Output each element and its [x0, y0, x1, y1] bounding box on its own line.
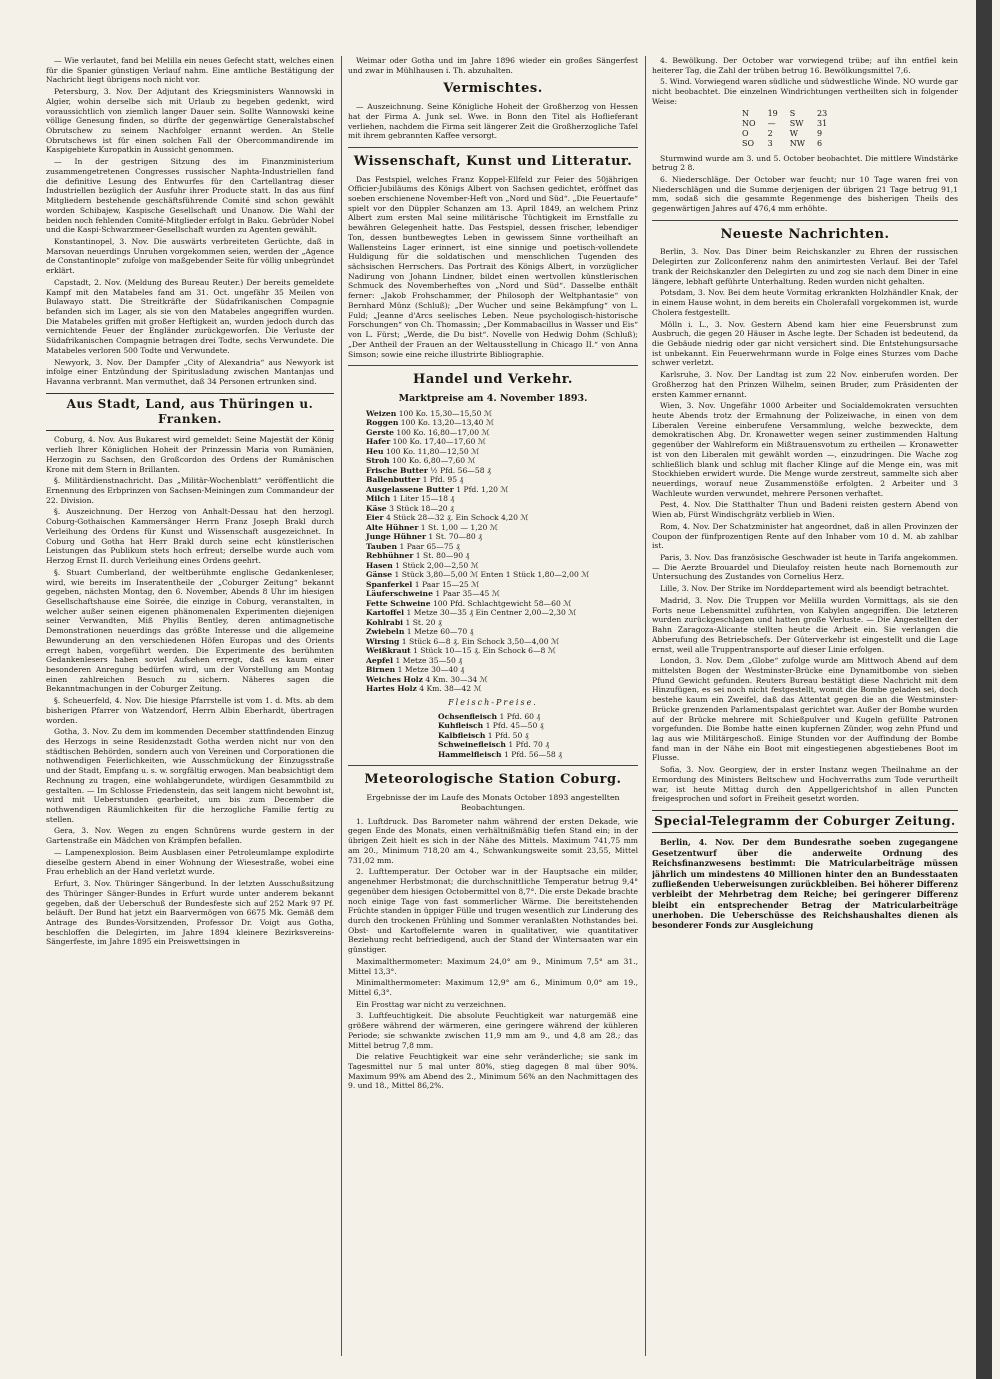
- price-value: 1 St. 20 ₰: [405, 617, 442, 627]
- price-item: Spanferkel: [366, 579, 413, 589]
- price-row: [366, 599, 638, 608]
- price-item: Ausgelassene Butter: [366, 484, 454, 494]
- section-heading: Meteorologische Station Coburg.: [364, 772, 622, 788]
- price-item: Kuhfleisch: [438, 721, 484, 731]
- price-row: [366, 675, 638, 684]
- price-value: 1 St. 1,00 — 1,20 ℳ: [420, 522, 498, 532]
- article: 1. Luftdruck. Das Barometer nahm während der ersten Dekade, wie gegen Ende des Monats, einen verhältnißmäßig tiefen Stand ein; in der übrigen Zeit hielt es sich in der Nähe des Mittels. Maximum 741,75 mm am 20., Minimum 718,20 am 4., Schwankungsweite somit 23,55, Mittel 731,02 mm.: [348, 816, 638, 865]
- price-row: [366, 504, 638, 513]
- price-value: 1 Pfd. 70 ₰: [508, 740, 550, 750]
- article: — Auszeichnung. Seine Königliche Hoheit der Großherzog von Hessen hat der Firma A. Junk sel. Wwe. in Bonn den Titel als Hoflieferant verliehen, nachdem die Firma seit längerer Zeit die Großherzogliche Tafel mit ihrem gebrannten Kaffee versorgt.: [348, 102, 638, 141]
- wind-cell: N: [742, 108, 749, 118]
- price-item: Kartoffel: [366, 608, 405, 618]
- price-row: [366, 589, 638, 598]
- column-divider: [645, 56, 646, 1356]
- article: 6. Niederschläge. Der October war feucht; nur 10 Tage waren frei von Niederschlägen und die Summe derjenigen der übrigen 21 Tage betrug 91,1 mm, sodaß sich die gesammte Regenmenge des bisherigen Theils des gegenwärtigen Jahres auf 476,4 mm erhöhte.: [652, 174, 958, 214]
- price-row: [366, 627, 638, 636]
- article: 3. Luftfeuchtigkeit. Die absolute Feuchtigkeit war naturgemäß eine größere während der wärmeren, eine geringere während der kühleren Periode; sie schwankte zwischen 11,9 mm am 9., und 4,8 am 28.; das Mittel betrug 7,8 mm.: [348, 1011, 638, 1050]
- wind-table: [742, 109, 839, 150]
- price-value: 100 Ko. 17,40—17,60 ℳ: [392, 437, 486, 447]
- wind-cell: S: [789, 108, 796, 118]
- price-item: Junge Hühner: [366, 532, 426, 542]
- wind-row: [742, 119, 839, 129]
- price-row: [366, 637, 638, 646]
- price-row: [366, 418, 638, 427]
- price-row: [366, 494, 638, 503]
- article: Mölln i. L., 3. Nov. Gestern Abend kam hier eine Feuersbrunst zum Ausbruch, die gegen 20 Häuser in Asche legte. Der Schaden ist bedeutend, da die Gebäude niedrig oder gar nicht versichert sind. Die Entstehungsursache ist unbekannt. Ein Feuerwehrmann wurde in Folge eines Sturzes vom Dache schwer verletzt.: [652, 319, 958, 368]
- price-item: Hasen: [366, 560, 393, 570]
- price-value: 100 Ko. 13,20—13,40 ℳ: [400, 418, 495, 428]
- section-heading: Special-Telegramm der Coburger Zeitung.: [652, 810, 958, 833]
- price-row: [366, 646, 638, 655]
- price-row: [366, 656, 638, 665]
- wind-cell: NW: [789, 139, 805, 149]
- wind-cell: 9: [816, 129, 823, 139]
- article: Konstantinopel, 3. Nov. Die auswärts verbreiteten Gerüchte, daß in Marsovan neuerdings Unruhen vorgekommen seien, werden der „Agence de Constantinople“ zufolge von maßgebender Seite für völlig unbegründet erklärt.: [46, 236, 334, 276]
- article: Potsdam, 3. Nov. Bei dem heute Vormitag erkrankten Holzhändler Knak, der in einem Hause wohnt, in dem bereits ein Cholerafall vorgekommen ist, wurde Cholera festgestellt.: [652, 288, 958, 317]
- price-value: 1 Metze 60—70 ₰: [406, 627, 474, 637]
- telegram-text: Berlin, 4. Nov. Der dem Bundesrathe soeben zugegangene Gesetzentwurf über die anderweite Ordnung des Reichsfinanzwesens bestimmt: Die Matricularbeiträge müssen jährlich um mindestens 40 Millionen hinter den an Bundesstaaten zufließenden Ueberweisungen zurückbleiben. Bei höherer Differenz verbleibt der Mehrbetrag dem Reiche; bei geringerer Differenz bleibt ein entsprechender Betrag der Matricularbeiträge unerhoben. Die Ueberschüsse des Reichshaushaltes dienen als besonderer Fonds zur Ausgleichung: [652, 837, 958, 931]
- wind-cell: NO: [742, 118, 756, 128]
- price-row: [366, 570, 638, 579]
- price-value: 1 Paar 15—25 ℳ: [414, 579, 480, 589]
- article: London, 3. Nov. Dem „Globe“ zufolge wurde am Mittwoch Abend auf dem mittelsten Bogen der Westminster-Brücke eine Dynamitbombe von sieben Pfund Gewicht gefunden. Reuters Bureau bestätigt diese Nachricht mit dem Hinzufügen, es sei noch nicht festgestellt, womit die Bombe geladen sei, doch bestehe kaum ein Zweifel, daß das Attentat gegen die an die Westminster-Brücke grenzenden Parlamentspalast gerichtet war. Außer der Bombe wurden auf der Brücke mehrere mit Schießpulver und Kugeln gefüllte Patronen vorgefunden. Die Bombe hatte einen kupfernen Zünder, wog zehn Pfund und lag aus wie Militärgeschoß. Einige Stunden vor der Auffindung der Bombe fand man in der Nähe ein Boot mit eingestiegenen abgestiebenes Boot im Flusse.: [652, 656, 958, 763]
- price-value: 1 Liter 15—18 ₰: [392, 494, 455, 504]
- price-row: [366, 513, 638, 522]
- price-item: Rebhühner: [366, 551, 414, 561]
- price-item: Heu: [366, 446, 384, 456]
- price-row: [366, 618, 638, 627]
- price-item: Roggen: [366, 418, 399, 428]
- wind-cell: 6: [816, 139, 823, 149]
- price-item: Fette Schweine: [366, 598, 431, 608]
- article: Karlsruhe, 3. Nov. Der Landtag ist zum 22 Nov. einberufen worden. Der Großherzog hat den Prinzen Wilhelm, seinen Bruder, zum Präsidenten der ersten Kammer ernannt.: [652, 370, 958, 399]
- article: Madrid, 3. Nov. Die Truppen vor Melilla wurden Vormittags, als sie den Forts neue Lebensmittel zuführten, von Kabylen angegriffen. Die letzteren wurden zurückgeschlagen und hatten große Verluste. — Die Angestellten der Bahn Zaragoza-Alicante stellten heute die Arbeit ein. Sie verlangen die Abberufung des Betriebschefs. Der Güterverkehr ist eingestellt und die Lage ernst, weil alle Truppentransporte auf dieser Linie erfolgen.: [652, 595, 958, 654]
- price-value: ½ Pfd. 56—58 ₰: [430, 465, 491, 475]
- section-heading: Wissenschaft, Kunst und Litteratur.: [353, 153, 633, 169]
- scan-edge: [976, 0, 992, 1379]
- price-item: Hammelfleisch: [438, 749, 502, 759]
- price-row: [366, 542, 638, 551]
- price-row: [366, 608, 638, 617]
- price-value: 100 Ko. 11,80—12,50 ℳ: [385, 446, 480, 456]
- meat-price-list: [438, 712, 638, 759]
- price-value: 1 Stück 3,80—5,00 ℳ Enten 1 Stück 1,80—2,00 ℳ: [394, 570, 590, 580]
- price-value: 100 Ko. 16,80—17,00 ℳ: [396, 427, 490, 437]
- price-value: 1 Pfd. 1,20 ℳ: [456, 484, 509, 494]
- article: §. Militärdienstnachricht. Das „Militär-Wochenblatt“ veröffentlicht die Ernennung des Erbprinzen von Sachsen-Meiningen zum Commandeur der 22. Division.: [46, 476, 334, 505]
- wind-cell: O: [742, 129, 749, 139]
- price-value: 100 Pfd. Schlachtgewicht 58—60 ℳ: [432, 598, 572, 608]
- price-item: Weißkraut: [366, 646, 411, 656]
- article: Das Festspiel, welches Franz Koppel-Ellfeld zur Feier des 50jährigen Officier-Jubiläums des Königs Albert von Sachsen gedichtet, eröffnet das soeben erschienene November-Heft von „Nord und Süd“. „Die Feuertaufe“ spielt vor den Düppler Schanzen am 13. April 1849, an welchem Prinz Albert zum ersten Mal seine militärische Tüchtigkeit im Ernstfalle zu bewähren Gelegenheit hatte. Das Festspiel, dessen frischer, lebendiger Ton, dessen buntbewegtes Leben in gewissem Sinne vortheilhaft an Wallensteins Lager erinnert, ist eine sinnige und poetisch-vollendete Huldigung für die soldatischen und menschlichen Tugenden des sächsischen Herrschers. Das Portrait des Königs Albert, in vorzüglicher Nadirung von Johann Lindner, bildet einen wertvollen künstlerischen Schmuck des Novemberheftes von „Nord und Süd“. Dasselbe enthält ferner: „Jakob Frohschammer, der Philosoph der Weltphantasie“ von Bernhard Münz (Schluß); „Der Wucher und seine Bekämpfung“ von L. Fuld; „Jeanne d'Arcs seelisches Leben. Neue psychologisch-historische Forschungen“ von Ch. Thomassin; „Der Kommabacillus in Wasser und Eis“ von L. Fürst; „Werde, die Du bist“. Novelle von Hedwig Dohm (Schluß); „Der Antheil der Frauen an der Weltausstellung in Chicago II.“ von Anna Simson; sowie eine reiche illustrirte Bibliographie.: [348, 174, 638, 359]
- price-value: 1 Pfd. 50 ₰: [487, 730, 529, 740]
- price-value: 1 Pfd. 60 ₰: [499, 711, 541, 721]
- divider: [652, 220, 958, 221]
- article: Newyork, 3. Nov. Der Dampfer „City of Alexandria“ aus Newyork ist infolge einer Entzündung der Spiritusladung zwischen Mantanjas und Havanna verbrannt. Man vermuthet, daß 34 Personen ertrunken sind.: [46, 357, 334, 386]
- article: Die relative Feuchtigkeit war eine sehr veränderliche; sie sank im Tagesmittel nur 5 mal unter 80%, stieg dagegen 8 mal über 90%. Maximum 99% am Abend des 2., Minimum 56% an den Nachmittagen des 9. und 18., Mittel 86,2%.: [348, 1052, 638, 1091]
- article: Minimalthermometer: Maximum 12,9° am 6., Minimum 0,0° am 19., Mittel 6,3°.: [348, 978, 638, 997]
- article: Coburg, 4. Nov. Aus Bukarest wird gemeldet: Seine Majestät der König verlieh Ihrer Königlichen Hoheit der Prinzessin Maria von Rumänien, Herzogin zu Sachsen, den Großcordon des Ordens der Rumänischen Krone mit dem Stern in Brillanten.: [46, 435, 334, 474]
- price-row: [366, 551, 638, 560]
- article: — Lampenexplosion. Beim Ausblasen einer Petroleumlampe explodirte dieselbe gestern Abend in einer Wohnung der Wiesestraße, wobei eine Frau erheblich an der Hand verletzt wurde.: [46, 847, 334, 877]
- price-row: [366, 437, 638, 446]
- price-item: Schweinefleisch: [438, 740, 506, 750]
- article: Pest, 4. Nov. Die Statthalter Thun und Badeni reisten gestern Abend von Wien ab, Fürst Windischgrätz verblieb in Wien.: [652, 500, 958, 520]
- article: Erfurt, 3. Nov. Thüringer Sängerbund. In der letzten Ausschußsitzung des Thüringer Sänger-Bundes in Erfurt wurde unter anderem bekannt gegeben, daß der Ueberschuß der Bundesfeste sich auf 252 Mark 97 Pf. beläuft. Der Bund hat jetzt ein Baarvermögen von 6675 Mk. Gemäß dem Antrage des Bundes-Vorsitzenden, Professor Dr. Voigt aus Gotha, beschloffen die Delegirten, im Jahre 1894 kleinere Bezirksvereins-Sängerfeste, im Jahre 1895 ein Preiswettsingen in: [46, 879, 334, 947]
- article: Rom, 4. Nov. Der Schatzminister hat angeordnet, daß in allen Provinzen der Coupon der fünfprozentigen Rente auf den Inhaber vom 10 d. M. ab zahlbar ist.: [652, 521, 958, 551]
- price-row: [366, 485, 638, 494]
- price-value: 1 St. 80—90 ₰: [415, 551, 470, 561]
- price-item: Hartes Holz: [366, 684, 417, 694]
- price-item: Gerste: [366, 427, 394, 437]
- price-item: Frische Butter: [366, 465, 428, 475]
- price-row: [366, 447, 638, 456]
- article: 4. Bewölkung. Der October war vorwiegend trübe; auf ihn entfiel kein heiterer Tag, die Zahl der trüben betrug 16. Bewölkungsmittel 7,6.: [652, 56, 958, 75]
- price-value: 1 Metze 30—35 ₰ Ein Centner 2,00—2,30 ℳ: [406, 608, 577, 618]
- wind-row: [742, 129, 839, 139]
- price-item: Birnen: [366, 665, 396, 675]
- article: Capstadt, 2. Nov. (Meldung des Bureau Reuter.) Der bereits gemeldete Kampf mit den Matabeles fand am 31. Oct. ungefähr 35 Meilen von Bulawayo statt. Die Streitkräfte der Südafrikanischen Compagnie befanden sich im Lager, als sie von den Matabeles angegriffen wurden. Die Matabeles griffen mit großer Heftigkeit an, wurden jedoch durch das vernichtende Feuer der Engländer zurückgeworfen. Die Verluste der Südafrikanischen Compagnie betragen drei Todte, sechs Verwundete. Die Matabeles verloren 500 Todte und Verwundete.: [46, 277, 334, 355]
- price-item: Weizen: [366, 409, 397, 418]
- price-row: [438, 750, 638, 759]
- price-item: Eier: [366, 513, 384, 523]
- column-right: [652, 56, 958, 1356]
- price-row: [366, 561, 638, 570]
- article: Gotha, 3. Nov. Zu dem im kommenden December stattfindenden Einzug des Herzogs in seine Residenzstadt Gotha werden nicht nur von den städtischen Behörden, sondern auch von Vereinen und Corporationen die nothwendigen Feierlichkeiten, wie Ausschmückung der Einzugsstraße und der Stadt, Empfang u. s. w. sorgfältig erwogen. Man beabsichtigt dem Rechnung zu tragen, eine wohlabgerundete, würdigen Gesammtbild zu gestalten. — Im Schlosse Friedenstein, das seit langem nicht bewohnt ist, wird mit Ueberstunden gearbeitet, um bis zum December die nothwendigen Räumlichkeiten für die herzogliche Familie fertig zu stellen.: [46, 727, 334, 824]
- wind-cell: 31: [816, 118, 828, 128]
- wind-cell: SO: [742, 139, 755, 149]
- divider: [348, 147, 638, 148]
- price-item: Kohlrabi: [366, 617, 404, 627]
- wind-cell: 2: [767, 129, 773, 139]
- article: Ein Frosttag war nicht zu verzeichnen.: [356, 999, 507, 1009]
- article: — Wie verlautet, fand bei Melilla ein neues Gefecht statt, welches einen für die Spanier günstigen Verlauf nahm. Eine amtliche Bestätigung der Nachricht liegt übrigens noch nicht vor.: [46, 56, 334, 85]
- price-item: Kalbfleisch: [438, 730, 486, 740]
- price-value: 4 Stück 28—32 ₰. Ein Schock 4,20 ℳ: [385, 513, 529, 523]
- price-value: 3 Stück 18—20 ₰: [389, 503, 454, 513]
- article: §. Scheuerfeld, 4. Nov. Die hiesige Pfarrstelle ist vom 1. d. Mts. ab dem bisherigen Pfarrer von Watzendorf, Herrn Albin Eberhardt, übertragen worden.: [46, 696, 334, 725]
- price-row: [438, 740, 638, 749]
- price-value: 1 Pfd. 95 ₰: [422, 475, 464, 485]
- price-row: [366, 428, 638, 437]
- price-item: Alte Hühner: [366, 522, 419, 532]
- divider: [348, 765, 638, 766]
- article: Wien, 3. Nov. Ungefähr 1000 Arbeiter und Socialdemokraten versuchten heute Abends trotz der Ermahnung der Polizeiwache, in einen von dem Liberalen Vereine einberufene Versammlung, welche bezweckte, dem demokratischen Abg. Dr. Kronawetter wegen seiner zustimmenden Haltung gegenüber der Wahlreform ein Mißtrauensvotum zu ertheilen — Kronawetter ist von den Liberalen mit gewählt worden —, einzudringen. Die Wache zog schließlich blank und schlug mit flacher Klinge auf die Menge ein, was mit Stockhieben erwidert wurde. Die Menge wurde zerstreut, sammelte sich aber neuerdings, worauf neue Zusammenstöße erfolgten. 2 Arbeiter und 3 Wachleute wurden verwundet, mehrere Personen verhaftet.: [652, 401, 958, 498]
- article: Petersburg, 3. Nov. Der Adjutant des Kriegsministers Wannowski in Algier, wohin derselbe sich mit Urlaub zu begeben gedenkt, wird voraussichtlich von ziemlich langer Dauer sein. Sollte Wannowski keine völlige Genesung finden, so dürfte der gegenwärtige Generalstabschef Obrutschew zu seinem Nachfolger ernannt werden. An Stelle Obrutschews ist für einen solchen Fall der Obercommandirende im Kaspigebiete Kuropatkin in Aussicht genommen.: [46, 87, 334, 155]
- price-item: Zwiebeln: [366, 627, 405, 637]
- price-row: [366, 580, 638, 589]
- article: Gera, 3. Nov. Wegen zu engen Schnürens wurde gestern in der Gartenstraße ein Mädchen von Krämpfen befallen.: [46, 826, 334, 846]
- price-value: 1 Paar 65—75 ₰: [399, 541, 460, 551]
- article: §. Auszeichnung. Der Herzog von Anhalt-Dessau hat den herzogl. Coburg-Gothaischen Kammersänger Herrn Franz Joseph Brakl durch Verleihung des Ordens für Kunst und Wissenschaft ausgezeichnet. In Coburg und Gotha hat Herr Brakl durch seine echt künstlerischen Leistungen das Publikum stets hoch erfreut; derselbe wurde auch vom Herzog Ernst II. durch Verleihung eines Ordens geehrt.: [46, 507, 334, 566]
- article: Sofia, 3. Nov. Georgiew, der in erster Instanz wegen Theilnahme an der Ermordung des Ministers Beltschew und Hochverraths zum Tode verurtheilt war, ist heute Mittag durch den Appellgerichtshof in allen Puncten freigesprochen und sofort in Freiheit gesetzt worden.: [652, 765, 958, 804]
- column-divider: [341, 56, 342, 1356]
- price-item: Käse: [366, 503, 387, 513]
- price-value: 1 Stück 2,00—2,50 ℳ: [395, 560, 479, 570]
- article: Berlin, 3. Nov. Das Diner beim Reichskanzler zu Ehren der russischen Delegirten zur Zollconferenz nahm den animirtesten Verlauf. Bei der Tafel trank der Reichskanzler den Delegirten zu und zog sie nach dem Diner in eine längere, lebhaft geführte Unterhaltung. Reden wurden nicht gehalten.: [652, 247, 958, 286]
- price-item: Läuferschweine: [366, 589, 433, 599]
- article: Weimar oder Gotha und im Jahre 1896 wieder ein großes Sängerfest und zwar in Mühlhausen i. Th. abzuhalten.: [348, 56, 638, 75]
- wind-cell: —: [767, 118, 776, 128]
- column-left: [46, 56, 334, 1356]
- price-item: Milch: [366, 494, 391, 504]
- wind-cell: W: [789, 129, 798, 139]
- price-item: Ochsenfleisch: [438, 711, 498, 721]
- section-subheading: Marktpreise am 4. November 1893.: [398, 392, 588, 404]
- price-row: [438, 712, 638, 721]
- meat-price-heading: Fleisch-Preise.: [448, 697, 538, 707]
- price-row: [366, 475, 638, 484]
- price-item: Hafer: [366, 437, 391, 447]
- price-row: [366, 409, 638, 418]
- price-value: 1 Stück 10—15 ₰. Ein Schock 6—8 ℳ: [413, 646, 556, 656]
- price-value: 1 Paar 35—45 ℳ: [435, 589, 500, 599]
- price-row: [438, 721, 638, 730]
- article: Maximalthermometer: Maximum 24,0° am 9., Minimum 7,5° am 31., Mittel 13,3°.: [348, 956, 638, 976]
- article: 5. Wind. Vorwiegend waren südliche und südwestliche Winde. NO wurde gar nicht beobachtet. Die einzelnen Windrichtungen vertheilten sich in folgender Weise:: [652, 77, 958, 106]
- column-middle: [348, 56, 638, 1356]
- market-price-list: [366, 409, 638, 694]
- article: — In der gestrigen Sitzung des im Finanzministerium zusammengetretenen Congresses russischer Naphta-Industriellen fand die definitive Lesung des Entwurfes für den Cartellantrag dieser Industriellen bezüglich der Ausfuhr ihrer Producte statt. In das aus fünf Mitgliedern bestehende geschäftsführende Comité sind schon gewählt worden Schibajew, Kaspische Gesellschaft und Unanow. Die Wahl der beiden noch fehlenden Comité-Mitglieder erfolgt in Baku. Gebrüder Nobel und die Kaspi-Schwarzmeer-Gesellschaft wurden zu Agenten gewählt.: [46, 157, 334, 235]
- price-row: [366, 532, 638, 541]
- price-item: Aepfel: [366, 655, 394, 665]
- price-value: 1 St. 70—80 ₰: [428, 532, 482, 542]
- article: 2. Lufttemperatur. Der October war in der Hauptsache ein milder, angenehmer Herbstmonat; die durchschnittliche Temperatur betrug 9,4° gegenüber dem hiesigen Octobermittel von 8,7°. Die erste Dekade brachte noch einige Tage von fast sommerlicher Wärme. Die bereitstehenden Früchte standen in üppiger Fülle und trugen wesentlich zur Linderung des durch den trockenen Frühling und Sommer veranlaßten Nothstandes bei. Obst- und Kartoffelernte waren in qualitativer, wie quantitativer Beziehung recht befriedigend, auch der Stand der Wintersaaten war ein günstiger.: [348, 867, 638, 955]
- section-subheading: Ergebnisse der im Laufe des Monats October 1893 angestellten Beobachtungen.: [366, 792, 620, 812]
- price-item: Weiches Holz: [366, 674, 423, 684]
- divider: [348, 365, 638, 366]
- wind-cell: SW: [789, 118, 804, 128]
- section-heading: Vermischtes.: [443, 81, 543, 97]
- article: §. Stuart Cumberland, der weltberühmte englische Gedankenleser, wird, wie bereits im Inseratentheile der „Coburger Zeitung“ bekannt gegeben, nächsten Montag, den 6. November, Abends 8 Uhr im hiesigen Gesellschaftshause eine Soirée, die einzige in Coburg, veranstalten, in welcher außer seinen eigenen phänomenalen Experimenten diejenigen seiner Verwandten, Miß Phyllis Bentley, deren antimagnetische Demonstrationen neuerdings das größte Interesse und die allgemeine Bewunderung an den verschiedenen Höfen Europas und des Orients erregt haben, vorgeführt werden. Die Experimente des berühmten Gedankenlesers haben soviel Aufsehen erregt, daß es kaum einer besonderen Anregung bedürfen wird, um der Vorstellung am Montag einen zahlreichen Besuch zu sichern. Näheres sagen die Bekanntmachungen in der Coburger Zeitung.: [46, 567, 334, 694]
- price-item: Gänse: [366, 570, 393, 580]
- price-item: Tauben: [366, 541, 398, 551]
- price-value: 100 Ko. 6,80—7,60 ℳ: [392, 456, 476, 466]
- article: Lille, 3. Nov. Der Strike im Norddepartement wird als beendigt betrachtet.: [660, 584, 950, 594]
- price-value: 1 Metze 30—40 ₰: [397, 665, 465, 675]
- price-row: [438, 731, 638, 740]
- section-heading: Aus Stadt, Land, aus Thüringen u. Franken.: [46, 393, 334, 432]
- wind-row: [742, 109, 839, 119]
- price-row: [366, 523, 638, 532]
- price-row: [366, 684, 638, 693]
- price-value: 4 Km. 30—34 ℳ: [425, 674, 488, 684]
- wind-cell: 3: [767, 139, 773, 149]
- price-item: Ballenbutter: [366, 475, 421, 485]
- article: Sturmwind wurde am 3. und 5. October beobachtet. Die mittlere Windstärke betrug 2 8.: [652, 153, 958, 173]
- price-item: Wirsing: [366, 636, 400, 646]
- price-row: [366, 456, 638, 465]
- wind-cell: 19: [767, 108, 778, 118]
- price-row: [366, 665, 638, 674]
- price-value: 1 Metze 35—50 ₰: [395, 655, 463, 665]
- wind-row: [742, 139, 839, 149]
- price-item: Stroh: [366, 456, 390, 466]
- price-row: [366, 466, 638, 475]
- price-value: 4 Km. 38—42 ℳ: [419, 684, 482, 694]
- article: Paris, 3. Nov. Das französische Geschwader ist heute in Tarifa angekommen. — Die Aerzte Brouardel und Dieulafoy reisten heute nach Bornemouth zur Untersuchung des Zustandes von Cornelius Herz.: [652, 553, 958, 582]
- wind-cell: 23: [816, 108, 828, 118]
- price-value: 1 Stück 6—8 ₰. Ein Schock 3,50—4,00 ℳ: [401, 636, 560, 646]
- price-value: 100 Ko. 15,30—15,50 ℳ: [398, 409, 492, 418]
- price-value: 1 Pfd. 45—50 ₰: [485, 721, 544, 731]
- price-value: 1 Pfd. 56—58 ₰: [503, 749, 562, 759]
- section-heading: Handel und Verkehr.: [413, 372, 573, 388]
- section-heading: Neueste Nachrichten.: [720, 226, 890, 242]
